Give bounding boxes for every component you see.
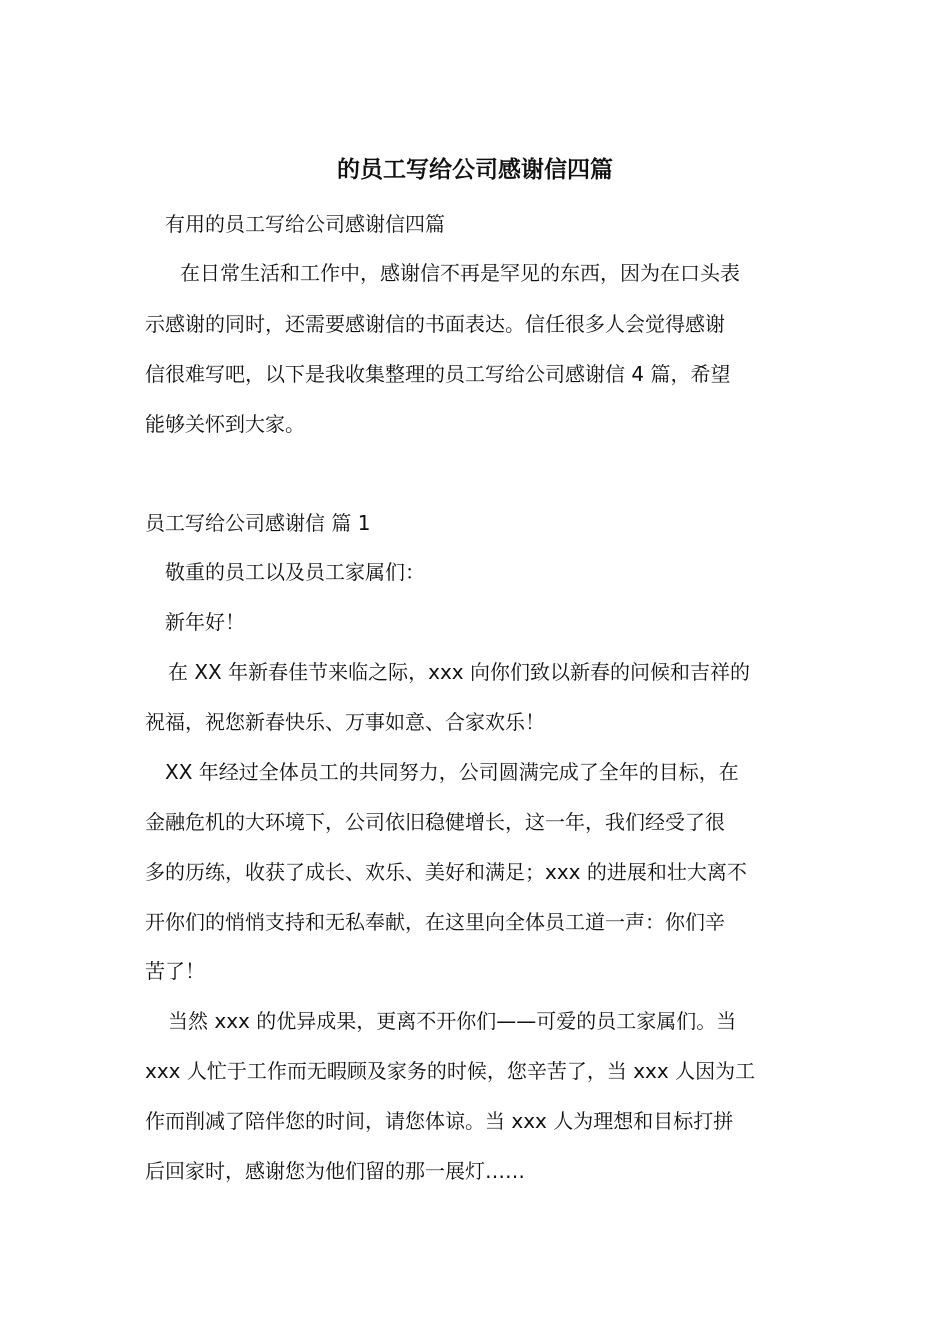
intro-line-4: 能够关怀到大家。 bbox=[145, 412, 305, 436]
body-line-10: 作而削减了陪伴您的时间，请您体谅。当 xxx 人为理想和目标打拼 bbox=[145, 1109, 734, 1133]
intro-line-3: 信很难写吧，以下是我收集整理的员工写给公司感谢信 4 篇，希望 bbox=[145, 362, 731, 386]
body-line-2: 祝福，祝您新春快乐、万事如意、合家欢乐！ bbox=[145, 710, 545, 734]
body-line-7: 苦了！ bbox=[145, 959, 205, 983]
intro-line-1: 在日常生活和工作中，感谢信不再是罕见的东西，因为在口头表 bbox=[180, 261, 740, 285]
body-line-1: 在 XX 年新春佳节来临之际，xxx 向你们致以新春的问候和吉祥的 bbox=[168, 660, 750, 684]
salutation-line: 敬重的员工以及员工家属们： bbox=[165, 560, 425, 584]
body-line-6: 开你们的悄悄支持和无私奉献，在这里向全体员工道一声：你们辛 bbox=[145, 910, 725, 934]
intro-line-2: 示感谢的同时，还需要感谢信的书面表达。信任很多人会觉得感谢 bbox=[145, 312, 725, 336]
body-line-8: 当然 xxx 的优异成果，更离不开你们——可爱的员工家属们。当 bbox=[168, 1009, 737, 1033]
greeting-line: 新年好！ bbox=[165, 610, 245, 634]
subtitle-line: 有用的员工写给公司感谢信四篇 bbox=[165, 212, 445, 236]
body-line-4: 金融危机的大环境下，公司依旧稳健增长，这一年，我们经受了很 bbox=[145, 810, 725, 834]
body-line-9: xxx 人忙于工作而无暇顾及家务的时候，您辛苦了，当 xxx 人因为工 bbox=[145, 1059, 756, 1083]
body-line-3: XX 年经过全体员工的共同努力，公司圆满完成了全年的目标，在 bbox=[165, 760, 739, 784]
document-title: 的员工写给公司感谢信四篇 bbox=[337, 157, 613, 183]
section-heading: 员工写给公司感谢信 篇 1 bbox=[145, 511, 371, 535]
body-line-11: 后回家时，感谢您为他们留的那一展灯…… bbox=[145, 1159, 525, 1183]
body-line-5: 多的历练，收获了成长、欢乐、美好和满足；xxx 的进展和壮大离不 bbox=[145, 860, 747, 884]
